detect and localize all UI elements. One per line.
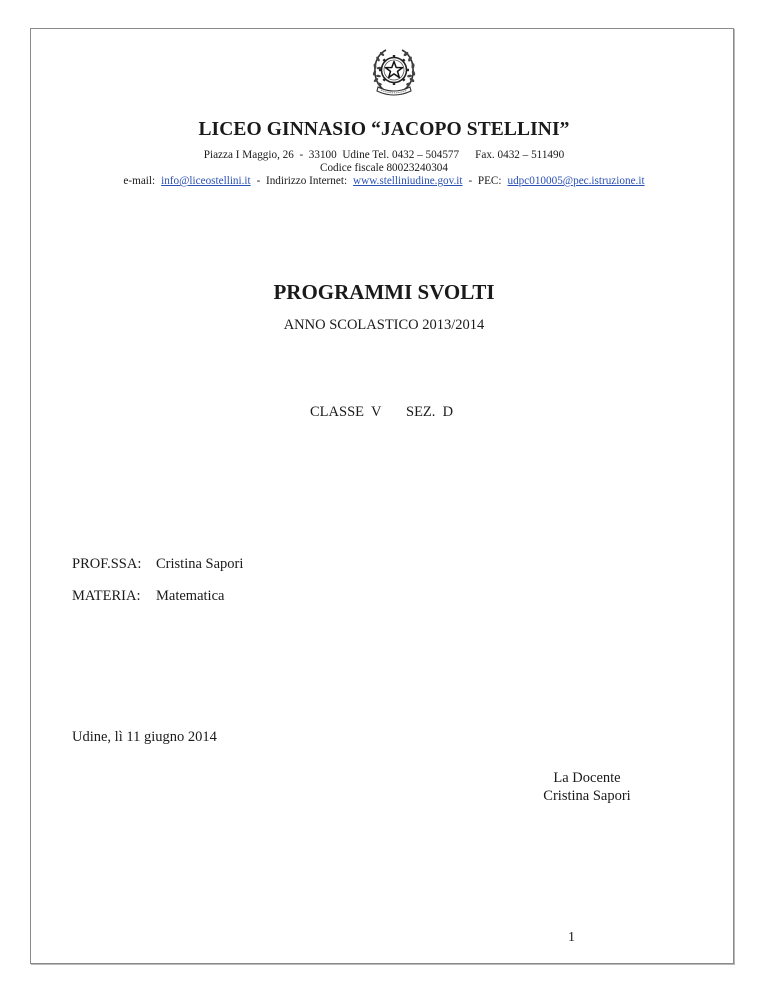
fax-number: Fax. 0432 – 511490: [475, 149, 565, 161]
contacts-line: [0, 175, 768, 188]
teacher-field: [72, 556, 243, 573]
section-label: SEZ. D: [406, 404, 454, 420]
pec-label: - PEC:: [468, 175, 502, 187]
subject-field: [72, 588, 224, 605]
website-link[interactable]: www.stelliniudine.gov.it: [353, 175, 463, 187]
school-name: LICEO GINNASIO “JACOPO STELLINI”: [198, 119, 570, 140]
tax-code: Codice fiscale 80023240304: [319, 162, 448, 174]
document-title: PROGRAMMI SVOLTI: [273, 280, 495, 304]
email-label: e-mail:: [123, 175, 156, 187]
address-line: [0, 149, 768, 162]
class-label: CLASSE V: [310, 404, 382, 420]
subject-value: Matematica: [156, 588, 225, 604]
school-year: ANNO SCOLASTICO 2013/2014: [283, 317, 485, 333]
teacher-label: PROF.SSA:: [72, 556, 142, 572]
teacher-name: Cristina Sapori: [156, 556, 244, 572]
subject-label: MATERIA:: [72, 588, 141, 604]
signature-block: [500, 769, 674, 805]
email-link[interactable]: info@liceostellini.it: [161, 175, 251, 187]
page-number: 1: [568, 930, 575, 945]
pec-link[interactable]: udpc010005@pec.istruzione.it: [507, 175, 645, 187]
place-date: Udine, lì 11 giugno 2014: [72, 729, 217, 745]
italian-republic-emblem-icon: [370, 46, 418, 96]
signature-name: Cristina Sapori: [543, 788, 631, 804]
address-phone: Piazza I Maggio, 26 - 33100 Udine Tel. 0432 – 504577: [203, 149, 460, 161]
signature-role: La Docente: [553, 770, 621, 786]
website-label: - Indirizzo Internet:: [256, 175, 348, 187]
